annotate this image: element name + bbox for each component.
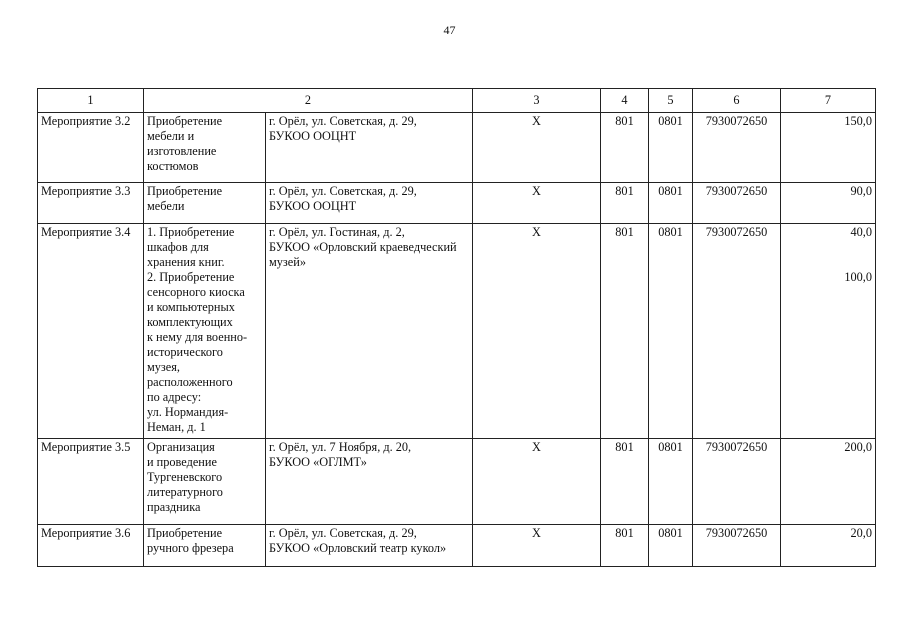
header-col-5: 5 bbox=[649, 89, 693, 113]
header-col-3: 3 bbox=[473, 89, 601, 113]
amount-cell bbox=[781, 113, 876, 183]
amount-value: 40,0 bbox=[850, 225, 872, 239]
table-row bbox=[38, 525, 876, 567]
column-3-value: Х bbox=[473, 525, 601, 567]
event-number: Мероприятие 3.4 bbox=[38, 224, 144, 439]
event-address: г. Орёл, ул. 7 Ноября, д. 20, БУКОО «ОГЛМТ» bbox=[266, 439, 473, 525]
column-4-value: 801 bbox=[601, 439, 649, 525]
column-6-value: 7930072650 bbox=[693, 439, 781, 525]
table-row bbox=[38, 113, 876, 183]
event-address: г. Орёл, ул. Советская, д. 29, БУКОО «Орловский театр кукол» bbox=[266, 525, 473, 567]
event-description: 1. Приобретение шкафов для хранения книг. 2. Приобретение сенсорного киоска и компьютерных комплектующих к нему для военно- исторического музея, расположенного по адресу: ул. Нормандия- Неман, д. 1 bbox=[144, 224, 266, 439]
amount-value: 150,0 bbox=[844, 114, 872, 128]
column-3-value: Х bbox=[473, 224, 601, 439]
header-col-1: 1 bbox=[38, 89, 144, 113]
event-address: г. Орёл, ул. Советская, д. 29, БУКОО ООЦНТ bbox=[266, 113, 473, 183]
event-address: г. Орёл, ул. Гостиная, д. 2, БУКОО «Орловский краеведческий музей» bbox=[266, 224, 473, 439]
header-col-2: 2 bbox=[144, 89, 473, 113]
column-6-value: 7930072650 bbox=[693, 183, 781, 224]
amount-cell bbox=[781, 439, 876, 525]
column-3-value: Х bbox=[473, 113, 601, 183]
event-number: Мероприятие 3.3 bbox=[38, 183, 144, 224]
column-3-value: Х bbox=[473, 183, 601, 224]
column-5-value: 0801 bbox=[649, 525, 693, 567]
page-number: 47 bbox=[443, 23, 456, 37]
amount-value: 100,0 bbox=[844, 270, 872, 284]
amount-cell bbox=[781, 525, 876, 567]
event-address: г. Орёл, ул. Советская, д. 29, БУКОО ООЦНТ bbox=[266, 183, 473, 224]
column-6-value: 7930072650 bbox=[693, 525, 781, 567]
column-4-value: 801 bbox=[601, 224, 649, 439]
event-description: Приобретение ручного фрезера bbox=[144, 525, 266, 567]
table-row bbox=[38, 439, 876, 525]
table-row bbox=[38, 224, 876, 439]
column-4-value: 801 bbox=[601, 113, 649, 183]
budget-table bbox=[37, 88, 876, 567]
column-5-value: 0801 bbox=[649, 183, 693, 224]
column-5-value: 0801 bbox=[649, 439, 693, 525]
amount-value: 90,0 bbox=[850, 184, 872, 198]
column-3-value: Х bbox=[473, 439, 601, 525]
event-description: Организация и проведение Тургеневского литературного праздника bbox=[144, 439, 266, 525]
column-4-value: 801 bbox=[601, 525, 649, 567]
event-number: Мероприятие 3.2 bbox=[38, 113, 144, 183]
table-row bbox=[38, 183, 876, 224]
event-number: Мероприятие 3.6 bbox=[38, 525, 144, 567]
column-6-value: 7930072650 bbox=[693, 224, 781, 439]
amount-value: 20,0 bbox=[850, 526, 872, 540]
column-4-value: 801 bbox=[601, 183, 649, 224]
amount-cell bbox=[781, 183, 876, 224]
column-5-value: 0801 bbox=[649, 113, 693, 183]
column-5-value: 0801 bbox=[649, 224, 693, 439]
header-col-6: 6 bbox=[693, 89, 781, 113]
header-col-4: 4 bbox=[601, 89, 649, 113]
amount-value: 200,0 bbox=[844, 440, 872, 454]
header-col-7: 7 bbox=[781, 89, 876, 113]
table-header bbox=[38, 89, 876, 113]
event-description: Приобретение мебели и изготовление костюмов bbox=[144, 113, 266, 183]
event-number: Мероприятие 3.5 bbox=[38, 439, 144, 525]
amount-cell bbox=[781, 224, 876, 439]
event-description: Приобретение мебели bbox=[144, 183, 266, 224]
column-6-value: 7930072650 bbox=[693, 113, 781, 183]
